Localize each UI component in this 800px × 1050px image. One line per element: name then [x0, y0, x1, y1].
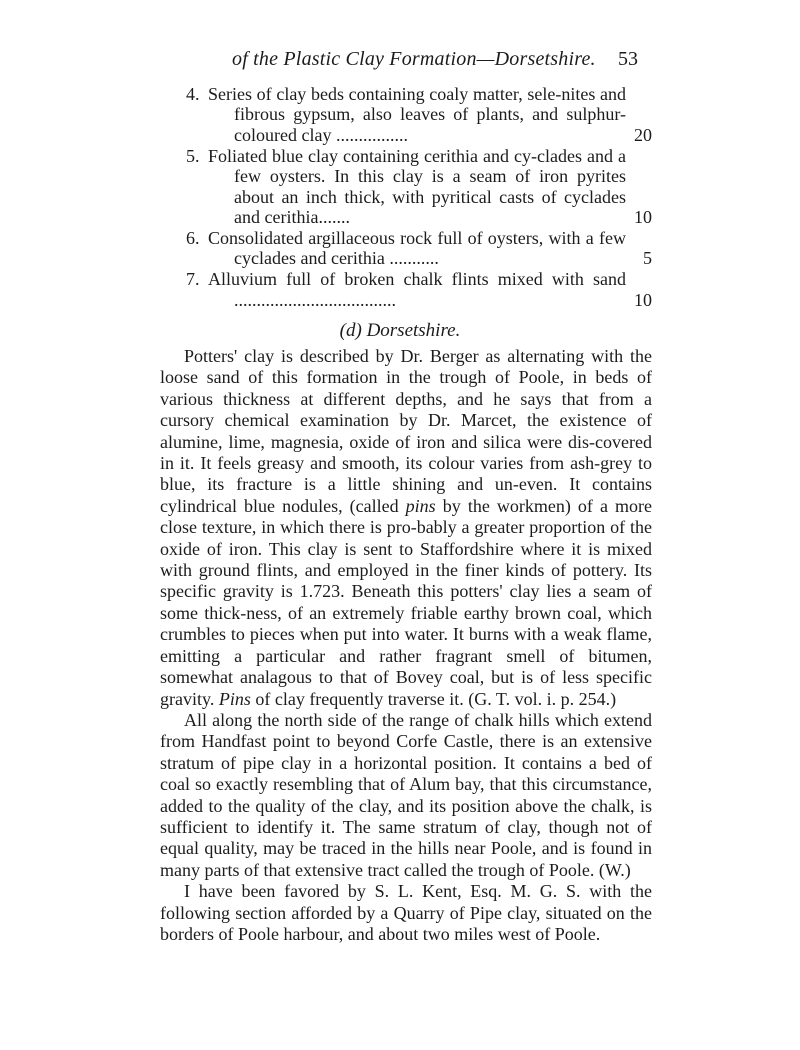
running-head: of the Plastic Clay Formation—Dorsetshire.	[232, 48, 596, 70]
paragraph-potters-clay	[160, 346, 652, 710]
stratum-description: Alluvium full of broken chalk flints mixed with sand ....................................	[208, 269, 626, 310]
italic-term: Pins	[218, 688, 251, 709]
stratum-description: Foliated blue clay containing cerithia and cy-clades and a few oysters. In this clay is a seam of iron pyrites about an inch thick, with pyritical casts of cyclades and cerithia.......	[208, 145, 626, 228]
page-number: 53	[618, 48, 638, 70]
paragraph-kent-section: I have been favored by S. L. Kent, Esq. M. G. S. with the following section afforded by a Quarry of Pipe clay, situated on the borders of Poole harbour, and about two miles west of Poole.	[160, 881, 652, 944]
paragraph-pipe-clay: All along the north side of the range of chalk hills which extend from Handfast point to beyond Corfe Castle, there is an extensive stratum of pipe clay in a horizontal position. It contains a bed of coal so exactly resembling that of Alum bay, that this circumstance, added to the quality of the clay, and its position above the chalk, is sufficient to identify it. The same stratum of clay, though not of equal quality, may be traced in the hills near Poole, and is found in many parts of that extensive tract called the trough of Poole. (W.)	[160, 709, 652, 880]
body-text	[160, 346, 652, 945]
stratum-number: 4.	[186, 84, 200, 104]
page-header	[0, 48, 800, 74]
italic-term: pins	[405, 495, 436, 516]
stratum-description: Series of clay beds containing coaly matter, sele-nites and fibrous gypsum, also leaves of plants, and sulphur-coloured clay ................	[208, 84, 626, 145]
stratum-thickness: 5	[643, 248, 652, 269]
strata-list	[186, 84, 652, 311]
stratum-number: 5.	[186, 145, 200, 166]
stratum-item	[186, 145, 652, 228]
stratum-thickness: 10	[634, 207, 652, 228]
paragraph-text: by the workmen) of a more close texture, in which there is pro-bably a greater proportion of the oxide of iron. This clay is sent to Staffordshire where it is mixed with ground flints, and employed in the finer kinds of pottery. Its specific gravity is 1.723. Beneath this potters' clay lies a seam of some thick-ness, of an extremely friable earthy brown coal, which crumbles to pieces when put into water. It burns with a weak flame, emitting a particular and rather fragrant smell of bitumen, somewhat analagous to that of Bovey coal, but is of less specific gravity.	[160, 495, 652, 709]
stratum-description: Consolidated argillaceous rock full of oysters, with a few cyclades and cerithia ...........	[208, 228, 626, 269]
section-heading	[0, 320, 800, 342]
stratum-thickness: 10	[634, 289, 652, 310]
stratum-number: 6.	[186, 228, 200, 249]
stratum-item	[186, 269, 652, 310]
stratum-item	[186, 228, 652, 269]
stratum-item	[186, 84, 652, 145]
section-letter: (d)	[339, 320, 362, 341]
section-title: Dorsetshire.	[366, 320, 461, 341]
paragraph-text: Potters' clay is described by Dr. Berger as alternating with the loose sand of this formation in the trough of Poole, in beds of various thickness at different depths, and he says that from a cursory chemical examination by Dr. Marcet, the existence of alumine, lime, magnesia, oxide of iron and silica were dis-covered in it. It feels greasy and smooth, its colour varies from ash-grey to blue, its fracture is a little shining and un-even. It contains cylindrical blue nodules, (called	[160, 346, 652, 516]
stratum-thickness: 20	[634, 124, 652, 145]
stratum-number: 7.	[186, 269, 200, 290]
paragraph-text: of clay frequently traverse it. (G. T. vol. i. p. 254.)	[250, 688, 617, 709]
